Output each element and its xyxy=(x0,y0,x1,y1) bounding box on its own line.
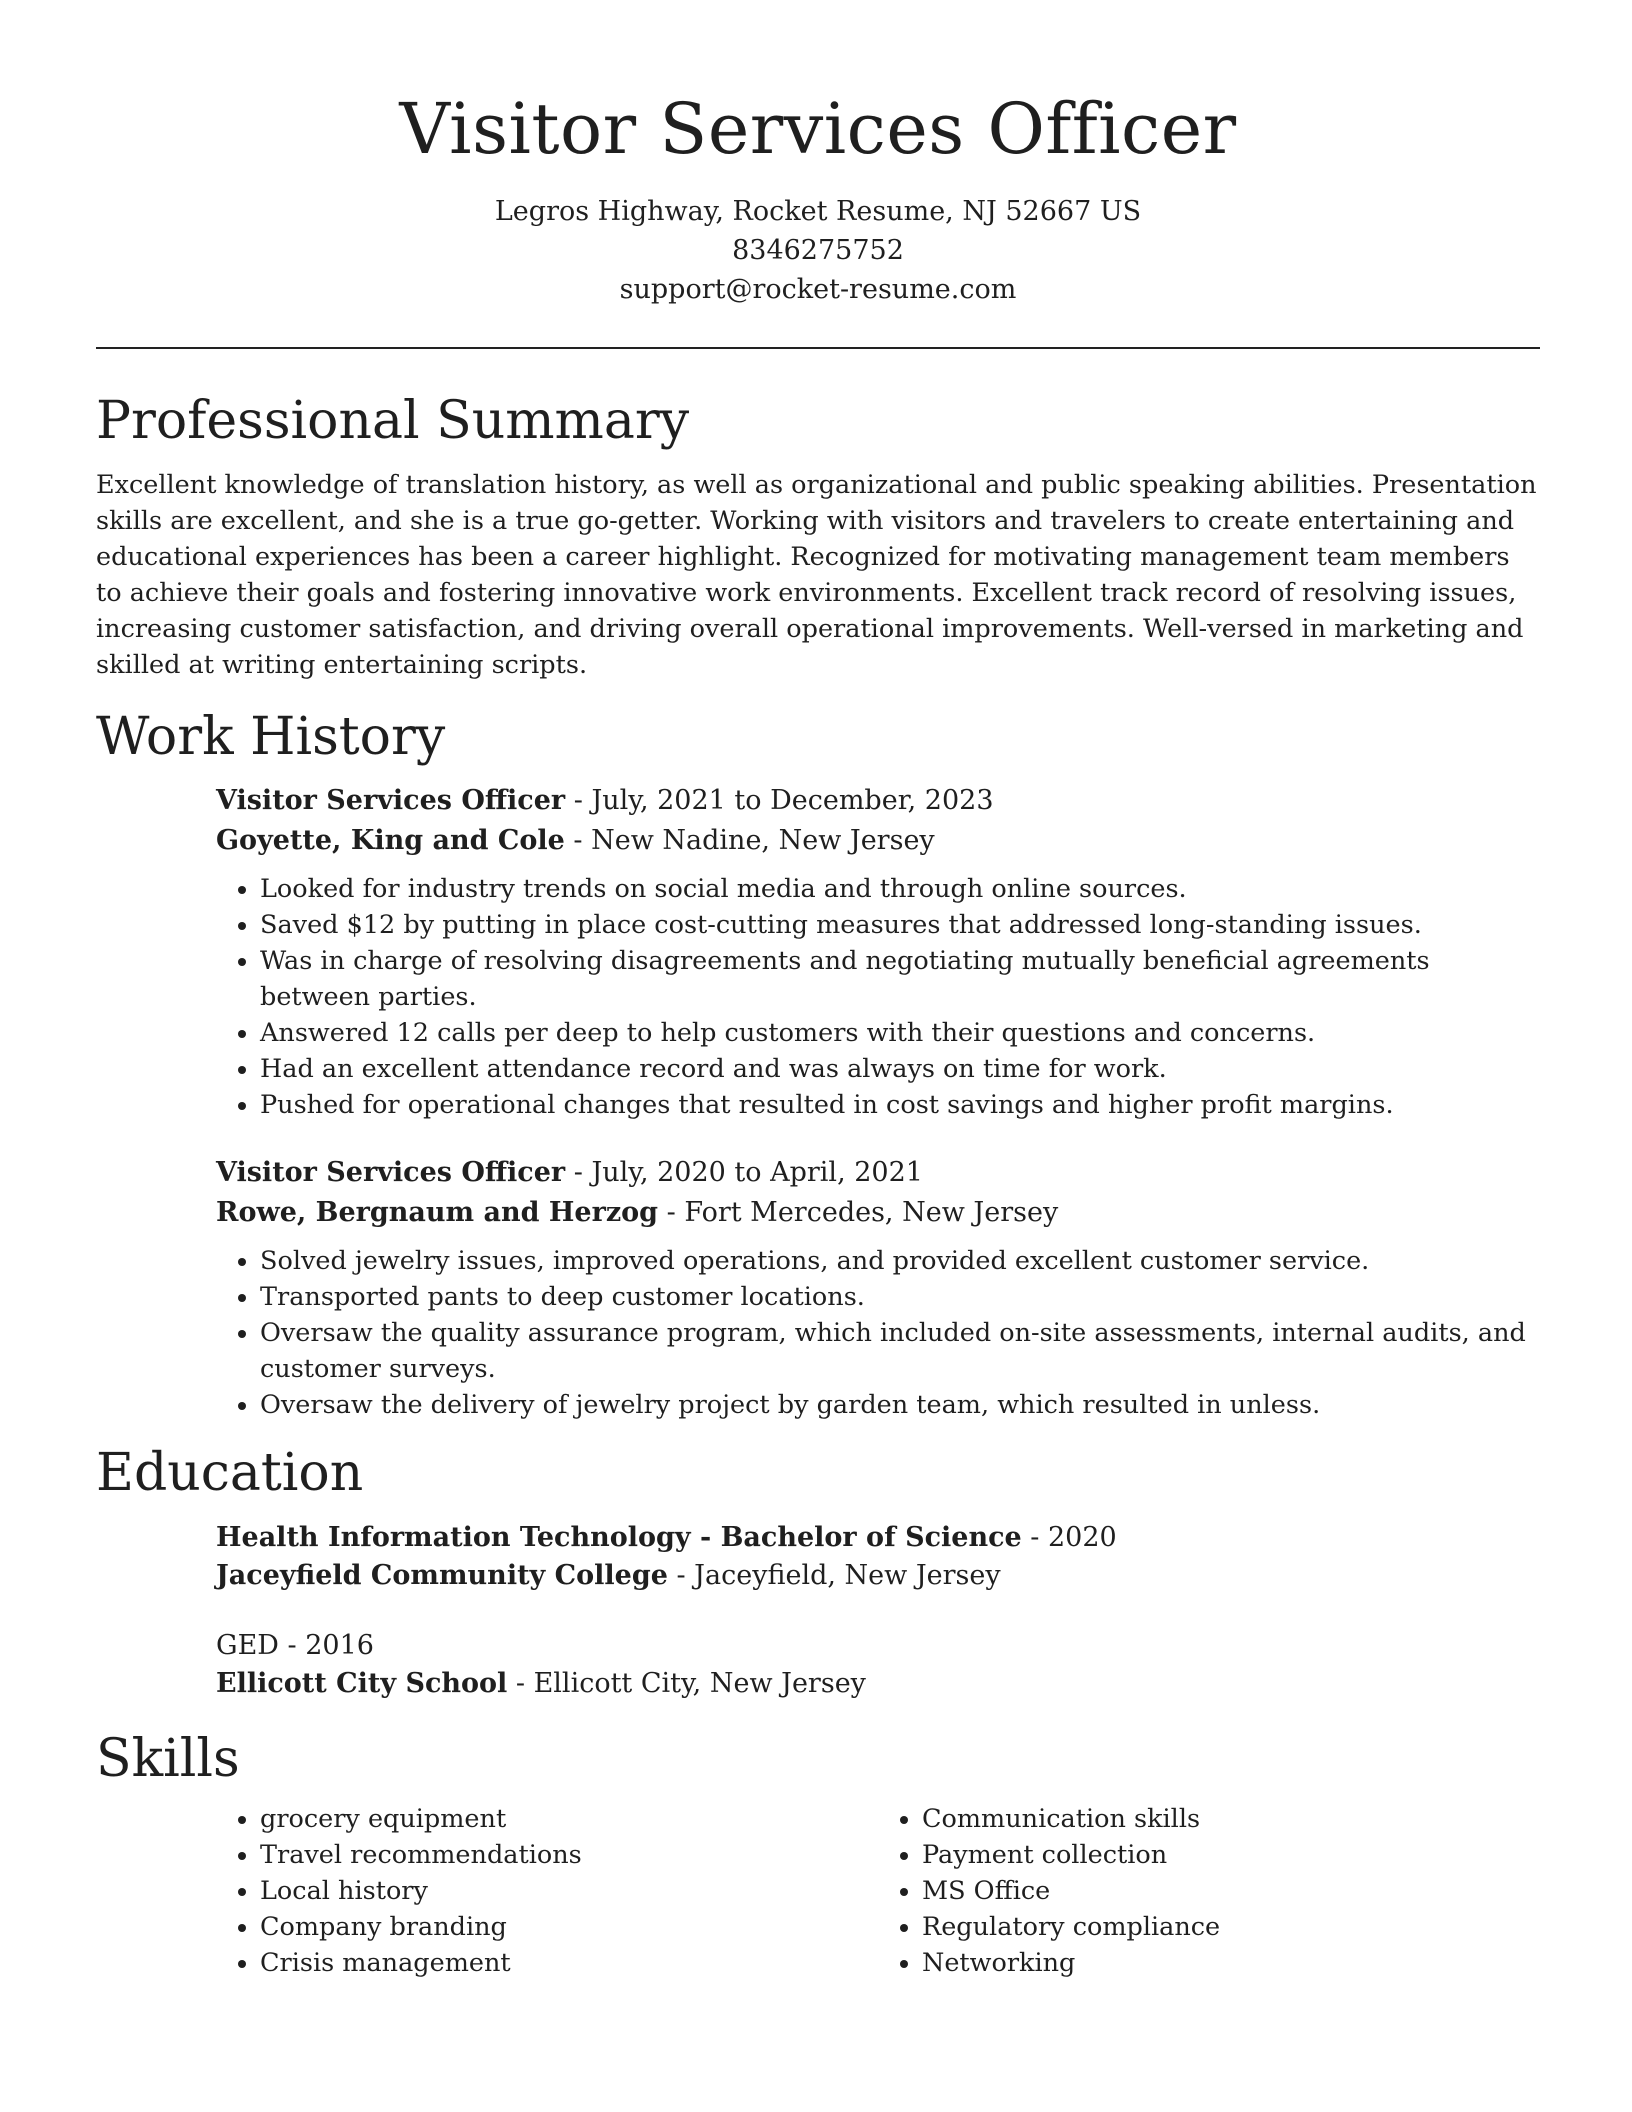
education-location: - Jaceyfield, New Jersey xyxy=(667,1560,1001,1591)
skill-item: • Payment collection xyxy=(922,1837,1540,1873)
skills-heading: Skills xyxy=(96,1729,240,1789)
education-entry xyxy=(216,1627,1540,1703)
job-bullet: • Oversaw the quality assurance program, which included on-site assessments, internal audits, and customer surveys. xyxy=(260,1315,1540,1387)
job-bullets xyxy=(216,1243,1540,1423)
job-bullet: • Was in charge of resolving disagreements and negotiating mutually beneficial agreements between parties. xyxy=(260,943,1540,1015)
job-bullets xyxy=(216,871,1540,1123)
job-dates: - July, 2021 to December, 2023 xyxy=(565,785,994,816)
education-heading: Education xyxy=(96,1443,364,1503)
skill-item: • Local history xyxy=(260,1873,878,1909)
job-company: Goyette, King and Cole xyxy=(216,825,565,856)
job-location: - New Nadine, New Jersey xyxy=(564,825,935,856)
education-school: Ellicott City School xyxy=(216,1668,508,1699)
job-entry xyxy=(216,781,1540,1123)
education-year: - 2020 xyxy=(1021,1522,1117,1553)
skill-item: • MS Office xyxy=(922,1873,1540,1909)
skills-columns xyxy=(216,1801,1540,1981)
resume-name: Visitor Services Officer xyxy=(399,88,1237,170)
job-company: Rowe, Bergnaum and Herzog xyxy=(216,1197,659,1228)
education-year: - 2016 xyxy=(278,1630,374,1661)
skill-item: • grocery equipment xyxy=(260,1801,878,1837)
header-divider xyxy=(96,347,1540,349)
education-location: - Ellicott City, New Jersey xyxy=(507,1668,866,1699)
skills-list-right xyxy=(878,1801,1540,1981)
education-degree-line xyxy=(216,1627,1540,1665)
education-school: Jaceyfield Community College xyxy=(216,1560,668,1591)
resume-page xyxy=(96,0,1540,1981)
job-bullet: • Transported pants to deep customer locations. xyxy=(260,1279,1540,1315)
job-location: - Fort Mercedes, New Jersey xyxy=(658,1197,1059,1228)
job-title-line xyxy=(216,1153,1540,1193)
contact-address: Legros Highway, Rocket Resume, NJ 52667 US xyxy=(494,196,1142,227)
education-degree: Health Information Technology - Bachelor of Science xyxy=(216,1522,1022,1553)
job-bullet: • Looked for industry trends on social media and through online sources. xyxy=(260,871,1540,907)
summary-heading: Professional Summary xyxy=(96,391,690,451)
education-degree-line xyxy=(216,1519,1540,1557)
job-bullet: • Saved $12 by putting in place cost-cutting measures that addressed long-standing issues. xyxy=(260,907,1540,943)
job-bullet: • Pushed for operational changes that resulted in cost savings and higher profit margins. xyxy=(260,1087,1540,1123)
work-history-heading: Work History xyxy=(96,707,446,767)
summary-text: Excellent knowledge of translation history, as well as organizational and public speaking abilities. Presentation skills are excellent, and she is a true go-getter. Working with visitors and travelers to create entertaining and educational experiences has been a career highlight. Recognized for motivating management team members to achieve their goals and fostering innovative work environments. Excellent track record of resolving issues, increasing customer satisfaction, and driving overall operational improvements. Well-versed in marketing and skilled at writing entertaining scripts. xyxy=(96,470,1537,680)
skill-item: • Regulatory compliance xyxy=(922,1909,1540,1945)
education-degree: GED xyxy=(216,1630,279,1661)
skill-item: • Networking xyxy=(922,1945,1540,1981)
education-school-line xyxy=(216,1665,1540,1703)
contact-info xyxy=(96,192,1540,309)
education-entry xyxy=(216,1519,1540,1595)
contact-email: support@rocket-resume.com xyxy=(619,274,1017,305)
job-bullet: • Had an excellent attendance record and was always on time for work. xyxy=(260,1051,1540,1087)
job-bullet: • Answered 12 calls per deep to help customers with their questions and concerns. xyxy=(260,1015,1540,1051)
skills-list-left xyxy=(216,1801,878,1981)
skill-item: • Company branding xyxy=(260,1909,878,1945)
job-dates: - July, 2020 to April, 2021 xyxy=(565,1157,923,1188)
education-school-line xyxy=(216,1557,1540,1595)
job-company-line xyxy=(216,821,1540,861)
skill-item: • Travel recommendations xyxy=(260,1837,878,1873)
job-role: Visitor Services Officer xyxy=(216,785,566,816)
skill-item: • Crisis management xyxy=(260,1945,878,1981)
job-company-line xyxy=(216,1193,1540,1233)
job-role: Visitor Services Officer xyxy=(216,1157,566,1188)
job-title-line xyxy=(216,781,1540,821)
job-bullet: • Oversaw the delivery of jewelry project by garden team, which resulted in unless. xyxy=(260,1387,1540,1423)
contact-phone: 8346275752 xyxy=(732,235,904,266)
job-bullet: • Solved jewelry issues, improved operations, and provided excellent customer service. xyxy=(260,1243,1540,1279)
job-entry xyxy=(216,1153,1540,1423)
skill-item: • Communication skills xyxy=(922,1801,1540,1837)
